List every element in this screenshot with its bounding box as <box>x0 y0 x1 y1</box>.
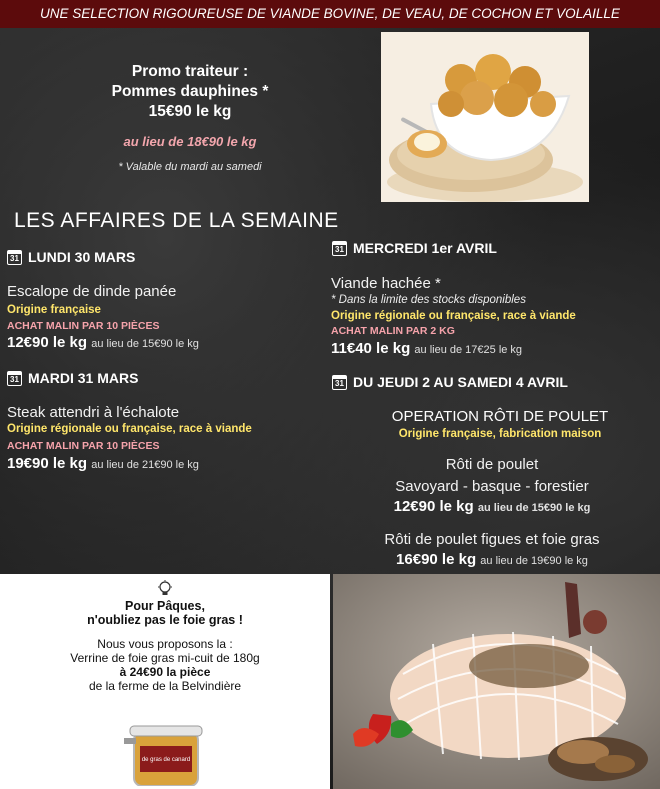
item-name: Viande hachée * <box>331 275 441 292</box>
promo-old-price: au lieu de 18€90 le kg <box>123 134 257 149</box>
promo-note: * Valable du mardi au samedi <box>118 161 262 173</box>
item-origin: Origine française <box>7 304 101 316</box>
calendar-icon: 31 <box>7 250 22 265</box>
item-old-price: au lieu de 17€25 le kg <box>414 344 523 356</box>
day-label: DU JEUDI 2 AU SAMEDI 4 AVRIL <box>353 374 568 390</box>
pommes-dauphines-photo <box>381 32 589 202</box>
item-stock-note: * Dans la limite des stocks disponibles <box>331 294 526 306</box>
promo-line1: Promo traiteur : <box>131 63 249 80</box>
roti-old-price: au lieu de 15€90 le kg <box>477 502 591 514</box>
item-origin: Origine régionale ou française, race à viande <box>331 310 576 322</box>
day-heading-mardi <box>7 370 138 386</box>
section-title: LES AFFAIRES DE LA SEMAINE <box>14 209 339 232</box>
promo-block <box>40 62 340 173</box>
item-price: 19€90 le kg <box>7 455 88 472</box>
item-name: Steak attendri à l'échalote <box>7 404 180 421</box>
item-achat: ACHAT MALIN PAR 2 KG <box>331 325 455 337</box>
item-price-row <box>7 334 199 351</box>
calendar-icon: 31 <box>332 241 347 256</box>
day-label: MERCREDI 1er AVRIL <box>353 240 497 256</box>
roti-name: Rôti de poulet <box>445 456 539 473</box>
promo-price: 15€90 le kg <box>148 103 232 120</box>
roti-figues-old-price: au lieu de 19€90 le kg <box>480 555 588 567</box>
operation-title: OPERATION RÔTI DE POULET <box>391 408 609 425</box>
item-origin: Origine régionale ou française, race à viande <box>7 423 252 435</box>
item-price-row <box>7 455 199 472</box>
operation-origin: Origine française, fabrication maison <box>398 428 602 440</box>
promo-line2: Pommes dauphines * <box>111 83 269 100</box>
foie-gras-jar-image <box>124 724 208 786</box>
day-heading-jeudi <box>332 374 568 390</box>
item-old-price: au lieu de 15€90 le kg <box>91 338 199 350</box>
item-achat: ACHAT MALIN PAR 10 PIÈCES <box>7 320 160 332</box>
paques-box <box>0 574 330 789</box>
item-name: Escalope de dinde panée <box>7 283 177 300</box>
item-price: 11€40 le kg <box>331 340 411 357</box>
paques-title1: Pour Pâques, <box>125 599 205 613</box>
top-banner: UNE SELECTION RIGOUREUSE DE VIANDE BOVINE, DE VEAU, DE COCHON ET VOLAILLE <box>0 0 660 28</box>
roti-price: 12€90 le kg <box>393 498 474 515</box>
item-price: 12€90 le kg <box>7 334 88 351</box>
jar-label-text: de gras de canard <box>141 757 191 763</box>
calendar-icon: 31 <box>7 371 22 386</box>
item-old-price: au lieu de 21€90 le kg <box>91 459 199 471</box>
calendar-icon: 31 <box>332 375 347 390</box>
paques-price: à 24€90 la pièce <box>119 665 211 679</box>
day-heading-lundi <box>7 249 135 265</box>
item-price-row <box>331 340 522 357</box>
roti-figues-price: 16€90 le kg <box>396 551 477 568</box>
paques-line1: Nous vous proposons la : <box>97 637 233 651</box>
day-label: LUNDI 30 MARS <box>28 249 136 265</box>
day-heading-mercredi <box>332 240 497 256</box>
roti-figues-name: Rôti de poulet figues et foie gras <box>384 531 600 548</box>
roti-variants: Savoyard - basque - forestier <box>395 478 589 495</box>
roti-poulet-photo <box>333 574 660 789</box>
roti-figues-price-row <box>332 551 652 568</box>
paques-line2: Verrine de foie gras mi-cuit de 180g <box>70 651 260 665</box>
paques-line4: de la ferme de la Belvindière <box>88 679 242 693</box>
item-achat: ACHAT MALIN PAR 10 PIÈCES <box>7 440 160 452</box>
paques-title2: n'oubliez pas le foie gras ! <box>87 613 243 627</box>
roti-price-row <box>332 498 652 515</box>
day-label: MARDI 31 MARS <box>28 370 139 386</box>
